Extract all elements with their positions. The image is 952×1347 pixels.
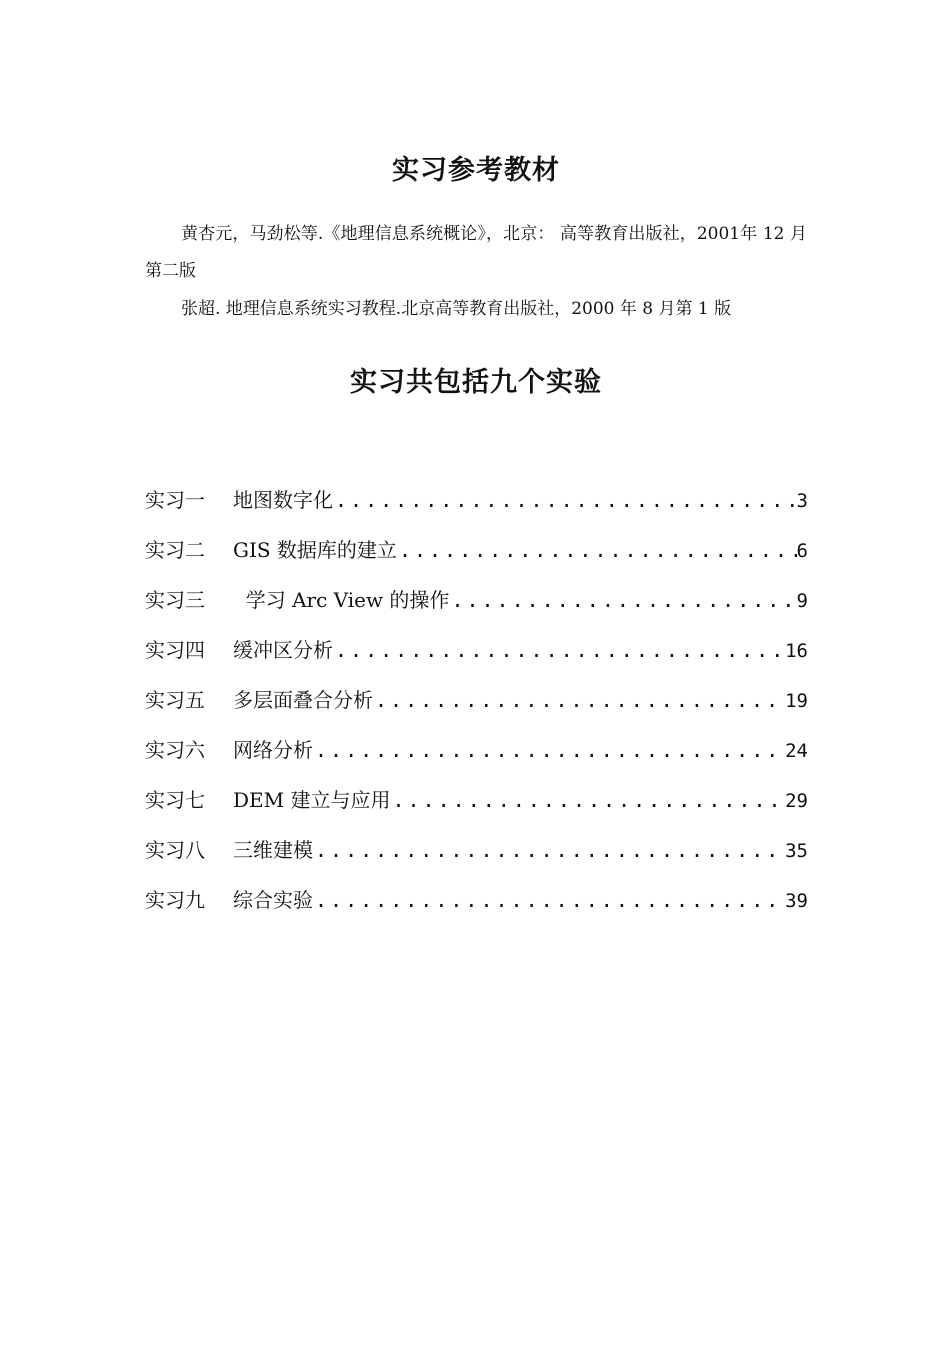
toc-entry[interactable]	[145, 484, 808, 534]
toc-entry-page: 3	[796, 490, 808, 512]
toc-entry-title: 学习 Arc View 的操作	[233, 588, 450, 612]
toc-entry[interactable]	[145, 634, 808, 684]
toc-entry-page: 19	[785, 690, 808, 712]
toc-entry-title: GIS 数据库的建立	[233, 538, 397, 562]
toc-entry-label: 实习六	[145, 738, 205, 762]
toc-entry-title: 三维建模	[233, 838, 313, 862]
toc-entry[interactable]	[145, 734, 808, 784]
toc-entry-page: 29	[785, 790, 808, 812]
toc-dot-leader	[373, 688, 785, 712]
toc-entry[interactable]	[145, 584, 808, 634]
toc-entry-label: 实习一	[145, 488, 205, 512]
toc-entry[interactable]	[145, 684, 808, 734]
toc-entry-label: 实习八	[145, 838, 205, 862]
toc-dot-leader	[313, 888, 785, 912]
toc-entry-label: 实习九	[145, 888, 205, 912]
toc-entry-title: 缓冲区分析	[233, 638, 333, 662]
toc-entry[interactable]	[145, 834, 808, 884]
toc-entry-title: 网络分析	[233, 738, 313, 762]
experiments-heading: 实习共包括九个实验	[350, 367, 602, 398]
toc-entry-page: 39	[785, 890, 808, 912]
toc-dot-leader	[313, 738, 785, 762]
references-heading: 实习参考教材	[392, 155, 560, 186]
toc-entry-label: 实习七	[145, 788, 205, 812]
toc-entry-label: 实习五	[145, 688, 205, 712]
toc-entry[interactable]	[145, 534, 808, 584]
reference-entry: 黄杏元，马劲松等.《地理信息系统概论》，北京： 高等教育出版社，2001年 12 月第二版	[145, 224, 807, 281]
toc-entry-page: 24	[785, 740, 808, 762]
toc-entry-label: 实习四	[145, 638, 205, 662]
toc-dot-leader	[333, 488, 797, 512]
toc-entry-title: DEM 建立与应用	[233, 788, 391, 812]
toc-entry[interactable]	[145, 784, 808, 834]
toc-entry-title: 综合实验	[233, 888, 313, 912]
toc-entry-page: 16	[785, 640, 808, 662]
toc-dot-leader	[449, 588, 796, 612]
toc-entry[interactable]	[145, 884, 808, 934]
toc-dot-leader	[333, 638, 785, 662]
toc-entry-title: 多层面叠合分析	[233, 688, 373, 712]
toc-entry-page: 35	[785, 840, 808, 862]
toc-entry-title: 地图数字化	[233, 488, 333, 512]
toc-entry-label: 实习三	[145, 588, 205, 612]
toc-entry-label: 实习二	[145, 538, 205, 562]
table-of-contents	[145, 484, 808, 934]
reference-entry: 张超. 地理信息系统实习教程.北京高等教育出版社，2000 年 8 月第 1 版	[181, 299, 732, 319]
toc-dot-leader	[390, 788, 785, 812]
toc-dot-leader	[313, 838, 785, 862]
toc-entry-page: 6	[796, 540, 808, 562]
toc-entry-page: 9	[796, 590, 808, 612]
toc-dot-leader	[397, 538, 797, 562]
